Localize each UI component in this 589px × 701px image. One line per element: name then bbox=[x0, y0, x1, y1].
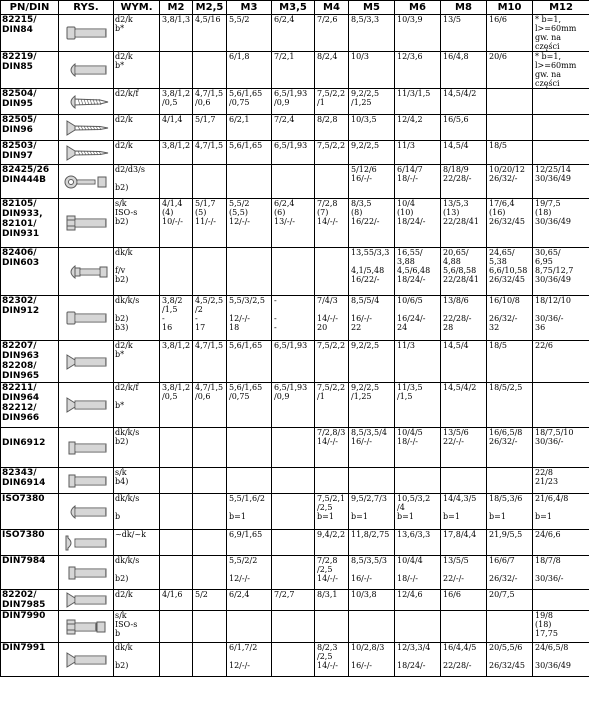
size-m6-cell: 13,6/3,3 bbox=[395, 530, 441, 556]
size-m3-5-cell: 6/2,4 bbox=[272, 15, 315, 52]
table-row bbox=[1, 556, 589, 590]
column-header: M10 bbox=[487, 1, 533, 15]
size-m10-cell: 20/7,5 bbox=[487, 590, 533, 611]
size-m3-cell: 6/1,8 bbox=[227, 52, 272, 89]
size-m3-cell: 6,9/1,65 bbox=[227, 530, 272, 556]
size-m3-cell bbox=[227, 248, 272, 296]
size-m2-5-cell: 5/1,7 bbox=[193, 115, 227, 141]
size-m3-cell: 6/2,4 bbox=[227, 590, 272, 611]
size-m4-cell: 7/2,8 (7) 14/-/- bbox=[315, 199, 349, 248]
slotted-countersunk-screw-icon bbox=[59, 354, 113, 370]
size-m6-cell: 11/3 bbox=[395, 341, 441, 383]
size-m5-cell: 10/3,5 bbox=[349, 115, 395, 141]
size-m12-cell: 18/7,5/10 30/36/- bbox=[533, 428, 589, 468]
size-m3-5-cell bbox=[272, 556, 315, 590]
table-row bbox=[1, 199, 589, 248]
size-m3-cell: 6/2,1 bbox=[227, 115, 272, 141]
table-row bbox=[1, 341, 589, 383]
size-m5-cell: 8,5/3,5/3 16/-/- bbox=[349, 556, 395, 590]
size-m8-cell: 16/4,8 bbox=[441, 52, 487, 89]
size-m5-cell bbox=[349, 468, 395, 494]
size-m8-cell: 16/4,4/5 22/28/- bbox=[441, 643, 487, 677]
size-m8-cell: 14,5/4/2 bbox=[441, 89, 487, 115]
size-m3-5-cell bbox=[272, 643, 315, 677]
table-row bbox=[1, 530, 589, 556]
size-m3-cell: 5,5/2/2 12/-/- bbox=[227, 556, 272, 590]
size-m6-cell: 10/4/5 18/-/- bbox=[395, 428, 441, 468]
drawing-cell bbox=[59, 556, 114, 590]
column-header: M12 bbox=[533, 1, 589, 15]
dimension-symbols-cell: dk/k f/v b2) bbox=[114, 248, 160, 296]
size-m10-cell: 16/6 bbox=[487, 15, 533, 52]
size-m3-5-cell: 6/2,4 (6) 13/-/- bbox=[272, 199, 315, 248]
size-m10-cell: 24,65/ 5,38 6,6/10,58 26/32/45 bbox=[487, 248, 533, 296]
size-m5-cell: 9,2/2,5 bbox=[349, 341, 395, 383]
eye-bolt-icon bbox=[59, 174, 113, 190]
size-m8-cell: 14,5/4 bbox=[441, 141, 487, 165]
dimension-symbols-cell: d2/k bbox=[114, 590, 160, 611]
size-m3-5-cell: 6,5/1,93 bbox=[272, 141, 315, 165]
size-m2-cell bbox=[160, 248, 193, 296]
size-m10-cell: 18/5 bbox=[487, 141, 533, 165]
size-m10-cell bbox=[487, 115, 533, 141]
size-m12-cell bbox=[533, 89, 589, 115]
socket-countersunk-screw-icon bbox=[59, 652, 113, 668]
slotted-pan-head-screw-icon bbox=[59, 62, 113, 78]
drawing-cell bbox=[59, 468, 114, 494]
dimension-symbols-cell: s/k b4) bbox=[114, 468, 160, 494]
table-row bbox=[1, 15, 589, 52]
table-row bbox=[1, 165, 589, 199]
size-m4-cell: 7,5/2,2 bbox=[315, 141, 349, 165]
size-m10-cell: 17/6,4 (16) 26/32/45 bbox=[487, 199, 533, 248]
size-m3-cell bbox=[227, 468, 272, 494]
size-m8-cell: 13/5 bbox=[441, 15, 487, 52]
header-row bbox=[1, 1, 589, 15]
size-m2-5-cell bbox=[193, 530, 227, 556]
size-m3-cell: 5,5/1,6/2 b=1 bbox=[227, 494, 272, 530]
drawing-cell bbox=[59, 611, 114, 643]
socket-cap-screw-icon bbox=[59, 310, 113, 326]
size-m8-cell bbox=[441, 468, 487, 494]
size-m6-cell: 12/4,6 bbox=[395, 590, 441, 611]
slotted-pan-head-screw-icon bbox=[59, 504, 113, 520]
column-header: RYS. bbox=[59, 1, 114, 15]
size-m2-cell bbox=[160, 611, 193, 643]
drawing-cell bbox=[59, 530, 114, 556]
part-number-cell: 82105/ DIN933, 82101/ DIN931 bbox=[1, 199, 59, 248]
size-m2-5-cell: 4,5/2,5 /2 - 17 bbox=[193, 296, 227, 341]
part-number-cell: DIN7984 bbox=[1, 556, 59, 590]
countersunk-wood-screw-icon bbox=[59, 120, 113, 136]
dimension-symbols-cell: dk/k b2) bbox=[114, 643, 160, 677]
size-m12-cell: 22/8 21/23 bbox=[533, 468, 589, 494]
low-head-socket-screw-icon bbox=[59, 440, 113, 456]
size-m2-5-cell: 4,7/1,5 /0,6 bbox=[193, 89, 227, 115]
size-m2-cell: 3,8/1,3 bbox=[160, 15, 193, 52]
size-m8-cell: 17,8/4,4 bbox=[441, 530, 487, 556]
part-number-cell: 82504/ DIN95 bbox=[1, 89, 59, 115]
size-m4-cell: 7/2,8 /2,5 14/-/- bbox=[315, 556, 349, 590]
size-m6-cell: 12/4,2 bbox=[395, 115, 441, 141]
size-m5-cell: 10/3,8 bbox=[349, 590, 395, 611]
size-m6-cell: 11/3/1,5 bbox=[395, 89, 441, 115]
size-m3-cell bbox=[227, 165, 272, 199]
table-row bbox=[1, 643, 589, 677]
dimension-symbols-cell: dk/k/s b bbox=[114, 494, 160, 530]
size-m2-cell bbox=[160, 468, 193, 494]
size-m10-cell: 16/10/8 26/32/- 32 bbox=[487, 296, 533, 341]
size-m12-cell: 19/8 (18) 17,75 bbox=[533, 611, 589, 643]
size-m8-cell: 14,5/4 bbox=[441, 341, 487, 383]
column-header: WYM. bbox=[114, 1, 160, 15]
size-m2-5-cell bbox=[193, 556, 227, 590]
size-m2-cell bbox=[160, 530, 193, 556]
size-m12-cell: 19/7,5 (18) 30/36/49 bbox=[533, 199, 589, 248]
size-m10-cell: 18/5/2,5 bbox=[487, 383, 533, 428]
dimension-symbols-cell: d2/k/f bbox=[114, 89, 160, 115]
table-row bbox=[1, 89, 589, 115]
size-m2-5-cell bbox=[193, 611, 227, 643]
size-m6-cell: 10/3,9 bbox=[395, 15, 441, 52]
size-m5-cell: 8,5/3,3 bbox=[349, 15, 395, 52]
part-number-cell: 82505/ DIN96 bbox=[1, 115, 59, 141]
size-m3-cell: 5,6/1,65 /0,75 bbox=[227, 89, 272, 115]
size-m3-5-cell bbox=[272, 468, 315, 494]
dimension-symbols-cell: d2/k bbox=[114, 115, 160, 141]
dimension-symbols-cell: d2/d3/s b2) bbox=[114, 165, 160, 199]
size-m3-cell: 5,6/1,65 /0,75 bbox=[227, 383, 272, 428]
size-m2-5-cell: 4,7/1,5 bbox=[193, 341, 227, 383]
size-m10-cell: 18/5,3/6 b=1 bbox=[487, 494, 533, 530]
part-number-cell: 82202/ DIN7985 bbox=[1, 590, 59, 611]
size-m8-cell bbox=[441, 611, 487, 643]
countersunk-wood-screw-icon bbox=[59, 145, 113, 161]
size-m8-cell: 13/5/5 22/-/- bbox=[441, 556, 487, 590]
part-number-cell: ISO7380 bbox=[1, 494, 59, 530]
size-m2-5-cell bbox=[193, 165, 227, 199]
column-header: M4 bbox=[315, 1, 349, 15]
table-row bbox=[1, 296, 589, 341]
size-m12-cell: 21/6,4/8 b=1 bbox=[533, 494, 589, 530]
size-m5-cell: 9,5/2,7/3 b=1 bbox=[349, 494, 395, 530]
dimension-symbols-cell: dk/k/s b2) bbox=[114, 428, 160, 468]
drawing-cell bbox=[59, 52, 114, 89]
dimension-symbols-cell: dk/k/s b2) bbox=[114, 556, 160, 590]
size-m4-cell: 8/2,3 /2,5 14/-/- bbox=[315, 643, 349, 677]
size-m3-5-cell bbox=[272, 611, 315, 643]
size-m4-cell bbox=[315, 248, 349, 296]
size-m12-cell bbox=[533, 141, 589, 165]
size-m6-cell bbox=[395, 611, 441, 643]
table-row bbox=[1, 383, 589, 428]
size-m6-cell: 11/3,5 /1,5 bbox=[395, 383, 441, 428]
size-m3-cell: 5,6/1,65 bbox=[227, 141, 272, 165]
thin-head-hex-bolt-icon bbox=[59, 473, 113, 489]
size-m3-5-cell bbox=[272, 530, 315, 556]
size-m12-cell bbox=[533, 590, 589, 611]
size-m8-cell: 13/5/6 22/-/- bbox=[441, 428, 487, 468]
size-m12-cell: 12/25/14 30/36/49 bbox=[533, 165, 589, 199]
size-m5-cell: 8,5/5/4 16/-/- 22 bbox=[349, 296, 395, 341]
size-m2-cell bbox=[160, 165, 193, 199]
size-m3-5-cell: 6,5/1,93 /0,9 bbox=[272, 383, 315, 428]
dimension-symbols-cell: dk/k/s b2) b3) bbox=[114, 296, 160, 341]
column-header: M2 bbox=[160, 1, 193, 15]
size-m4-cell: 8/2,4 bbox=[315, 52, 349, 89]
size-m3-5-cell: 7/2,4 bbox=[272, 115, 315, 141]
dimension-symbols-cell: d2/k b* bbox=[114, 341, 160, 383]
size-m12-cell: 18/7/8 30/36/- bbox=[533, 556, 589, 590]
part-number-cell: 82425/26 DIN444B bbox=[1, 165, 59, 199]
size-m5-cell: 13,55/3,3 4,1/5,48 16/22/- bbox=[349, 248, 395, 296]
size-m2-5-cell: 4,7/1,5 /0,6 bbox=[193, 383, 227, 428]
size-m12-cell: * b=1, l>=60mm gw. na części bbox=[533, 52, 589, 89]
size-m2-cell: 3,8/1,2 bbox=[160, 141, 193, 165]
part-number-cell: DIN6912 bbox=[1, 428, 59, 468]
size-m2-5-cell bbox=[193, 643, 227, 677]
size-m6-cell: 10/4 (10) 18/24/- bbox=[395, 199, 441, 248]
flange-button-head-screw-icon bbox=[59, 535, 113, 551]
size-m4-cell bbox=[315, 165, 349, 199]
size-m4-cell bbox=[315, 468, 349, 494]
size-m10-cell: 10/20/12 26/32/- bbox=[487, 165, 533, 199]
size-m3-5-cell bbox=[272, 165, 315, 199]
size-m4-cell: 7/4/3 14/-/- 20 bbox=[315, 296, 349, 341]
drawing-cell bbox=[59, 141, 114, 165]
size-m3-cell bbox=[227, 428, 272, 468]
size-m6-cell: 10/6/5 16/24/- 24 bbox=[395, 296, 441, 341]
size-m3-5-cell bbox=[272, 494, 315, 530]
size-m2-cell: 4/1,6 bbox=[160, 590, 193, 611]
size-m2-cell bbox=[160, 643, 193, 677]
socket-countersunk-screw-icon bbox=[59, 592, 113, 608]
size-m4-cell: 7/2,6 bbox=[315, 15, 349, 52]
size-m2-cell bbox=[160, 428, 193, 468]
table-row bbox=[1, 248, 589, 296]
size-m12-cell: 24/6,5/8 30/36/49 bbox=[533, 643, 589, 677]
column-header: M2,5 bbox=[193, 1, 227, 15]
size-m8-cell: 13/5,3 (13) 22/28/41 bbox=[441, 199, 487, 248]
size-m3-cell: 5,6/1,65 bbox=[227, 341, 272, 383]
size-m5-cell: 10/2,8/3 16/-/- bbox=[349, 643, 395, 677]
size-m10-cell bbox=[487, 89, 533, 115]
size-m4-cell: 8/2,8 bbox=[315, 115, 349, 141]
size-m10-cell: 18/5 bbox=[487, 341, 533, 383]
table-row bbox=[1, 468, 589, 494]
size-m6-cell: 6/14/7 18/-/- bbox=[395, 165, 441, 199]
column-header: M8 bbox=[441, 1, 487, 15]
size-m2-cell bbox=[160, 556, 193, 590]
size-m8-cell: 8/18/9 22/28/- bbox=[441, 165, 487, 199]
drawing-cell bbox=[59, 199, 114, 248]
size-m8-cell: 14,5/4/2 bbox=[441, 383, 487, 428]
size-m10-cell bbox=[487, 468, 533, 494]
part-number-cell: 82219/ DIN85 bbox=[1, 52, 59, 89]
size-m12-cell bbox=[533, 115, 589, 141]
size-m12-cell: 30,65/ 6,95 8,75/12,7 30/36/49 bbox=[533, 248, 589, 296]
dimension-symbols-cell: d2/k b* bbox=[114, 52, 160, 89]
table-row bbox=[1, 611, 589, 643]
size-m4-cell: 7,5/2,2 /1 bbox=[315, 383, 349, 428]
size-m8-cell: 20,65/ 4,88 5,6/8,58 22/28/41 bbox=[441, 248, 487, 296]
part-number-cell: 82302/ DIN912 bbox=[1, 296, 59, 341]
size-m5-cell: 9,2/2,5 bbox=[349, 141, 395, 165]
size-m2-5-cell bbox=[193, 248, 227, 296]
size-m4-cell: 7,5/2,2 bbox=[315, 341, 349, 383]
size-m8-cell: 16/6 bbox=[441, 590, 487, 611]
size-m3-cell: 6/1,7/2 12/-/- bbox=[227, 643, 272, 677]
size-m12-cell: 18/12/10 30/36/- 36 bbox=[533, 296, 589, 341]
part-number-cell: ISO7380 bbox=[1, 530, 59, 556]
size-m4-cell: 9,4/2,2 bbox=[315, 530, 349, 556]
size-m3-cell: 5,5/2 (5,5) 12/-/- bbox=[227, 199, 272, 248]
size-m10-cell bbox=[487, 611, 533, 643]
size-m5-cell: 10/3 bbox=[349, 52, 395, 89]
part-number-cell: 82215/ DIN84 bbox=[1, 15, 59, 52]
size-m4-cell: 8/3,1 bbox=[315, 590, 349, 611]
table-row bbox=[1, 52, 589, 89]
size-m5-cell: 9,2/2,5 /1,25 bbox=[349, 89, 395, 115]
size-m2-cell bbox=[160, 494, 193, 530]
size-m6-cell: 11/3 bbox=[395, 141, 441, 165]
part-number-cell: 82406/ DIN603 bbox=[1, 248, 59, 296]
size-m6-cell: 10,5/3,2 /4 b=1 bbox=[395, 494, 441, 530]
size-m3-5-cell: 7/2,1 bbox=[272, 52, 315, 89]
size-m3-cell: 5,5/3/2,5 12/-/- 18 bbox=[227, 296, 272, 341]
dimension-symbols-cell: d2/k bbox=[114, 141, 160, 165]
part-number-cell: DIN7990 bbox=[1, 611, 59, 643]
dimension-symbols-cell: d2/k b* bbox=[114, 15, 160, 52]
size-m4-cell: 7,5/2,2 /1 bbox=[315, 89, 349, 115]
table-row bbox=[1, 141, 589, 165]
size-m3-5-cell bbox=[272, 428, 315, 468]
size-m12-cell bbox=[533, 383, 589, 428]
dimension-symbols-cell: s/k ISO-s b2) bbox=[114, 199, 160, 248]
size-m2-5-cell: 5/1,7 (5) 11/-/- bbox=[193, 199, 227, 248]
drawing-cell bbox=[59, 428, 114, 468]
column-header: PN/DIN bbox=[1, 1, 59, 15]
hex-bolt-icon bbox=[59, 215, 113, 231]
size-m3-cell: 5,5/2 bbox=[227, 15, 272, 52]
size-m12-cell: * b=1, l>=60mm gw. na części bbox=[533, 15, 589, 52]
table-row bbox=[1, 115, 589, 141]
size-m2-cell bbox=[160, 52, 193, 89]
size-m5-cell: 5/12/6 16/-/- bbox=[349, 165, 395, 199]
size-m4-cell: 7,5/2,1 /2,5 b=1 bbox=[315, 494, 349, 530]
drawing-cell bbox=[59, 383, 114, 428]
size-m8-cell: 13/8/6 22/28/- 28 bbox=[441, 296, 487, 341]
size-m3-5-cell: 6,5/1,93 bbox=[272, 341, 315, 383]
dimension-symbols-cell: d2/k/f b* bbox=[114, 383, 160, 428]
size-m10-cell: 21,9/5,5 bbox=[487, 530, 533, 556]
size-m12-cell: 22/6 bbox=[533, 341, 589, 383]
drawing-cell bbox=[59, 643, 114, 677]
drawing-cell bbox=[59, 248, 114, 296]
size-m5-cell: 8,5/3,5/4 16/-/- bbox=[349, 428, 395, 468]
slotted-cheese-head-screw-icon bbox=[59, 25, 113, 41]
drawing-cell bbox=[59, 590, 114, 611]
size-m2-cell: 4/1,4 bbox=[160, 115, 193, 141]
size-m10-cell: 20/6 bbox=[487, 52, 533, 89]
column-header: M5 bbox=[349, 1, 395, 15]
drawing-cell bbox=[59, 296, 114, 341]
size-m3-5-cell: 6,5/1,93 /0,9 bbox=[272, 89, 315, 115]
drawing-cell bbox=[59, 89, 114, 115]
size-m2-5-cell: 5/2 bbox=[193, 590, 227, 611]
size-m6-cell bbox=[395, 468, 441, 494]
size-m2-cell: 3,8/2 /1,5 - 16 bbox=[160, 296, 193, 341]
size-m2-5-cell bbox=[193, 468, 227, 494]
size-m3-5-cell: - - - bbox=[272, 296, 315, 341]
size-m10-cell: 16/6/7 26/32/- bbox=[487, 556, 533, 590]
column-header: M3,5 bbox=[272, 1, 315, 15]
size-m2-cell: 3,8/1,2 /0,5 bbox=[160, 89, 193, 115]
part-number-cell: 82211/ DIN964 82212/ DIN966 bbox=[1, 383, 59, 428]
size-m3-cell bbox=[227, 611, 272, 643]
size-m5-cell: 9,2/2,5 /1,25 bbox=[349, 383, 395, 428]
size-m10-cell: 20/5,5/6 26/32/45 bbox=[487, 643, 533, 677]
size-m8-cell: 14/4,3/5 b=1 bbox=[441, 494, 487, 530]
size-m4-cell bbox=[315, 611, 349, 643]
drawing-cell bbox=[59, 341, 114, 383]
size-m2-cell: 4/1,4 (4) 10/-/- bbox=[160, 199, 193, 248]
size-m5-cell: 8/3,5 (8) 16/22/- bbox=[349, 199, 395, 248]
table-row bbox=[1, 494, 589, 530]
column-header: M3 bbox=[227, 1, 272, 15]
part-number-cell: DIN7991 bbox=[1, 643, 59, 677]
size-m10-cell: 16/6,5/8 26/32/- bbox=[487, 428, 533, 468]
size-m6-cell: 10/4/4 18/-/- bbox=[395, 556, 441, 590]
size-m2-5-cell bbox=[193, 494, 227, 530]
size-m6-cell: 16,55/ 3,88 4,5/6,48 18/24/- bbox=[395, 248, 441, 296]
dimension-symbols-cell: ~dk/~k bbox=[114, 530, 160, 556]
size-m5-cell: 11,8/2,75 bbox=[349, 530, 395, 556]
size-m3-5-cell: 7/2,7 bbox=[272, 590, 315, 611]
size-m12-cell: 24/6,6 bbox=[533, 530, 589, 556]
size-m2-5-cell bbox=[193, 52, 227, 89]
size-m6-cell: 12/3,6 bbox=[395, 52, 441, 89]
size-m2-5-cell bbox=[193, 428, 227, 468]
size-m6-cell: 12/3,3/4 18/24/- bbox=[395, 643, 441, 677]
table-row bbox=[1, 428, 589, 468]
drawing-cell bbox=[59, 165, 114, 199]
size-m2-5-cell: 4,5/16 bbox=[193, 15, 227, 52]
hex-fit-bolt-icon bbox=[59, 619, 113, 635]
table-row bbox=[1, 590, 589, 611]
square-neck-bolt-icon bbox=[59, 264, 113, 280]
drawing-cell bbox=[59, 15, 114, 52]
size-m2-cell: 3,8/1,2 /0,5 bbox=[160, 383, 193, 428]
size-m5-cell bbox=[349, 611, 395, 643]
low-head-socket-screw-icon bbox=[59, 565, 113, 581]
part-number-cell: 82207/ DIN963 82208/ DIN965 bbox=[1, 341, 59, 383]
size-m3-5-cell bbox=[272, 248, 315, 296]
drawing-cell bbox=[59, 494, 114, 530]
drawing-cell bbox=[59, 115, 114, 141]
raised-countersunk-screw-icon bbox=[59, 397, 113, 413]
dimension-symbols-cell: s/k ISO-s b bbox=[114, 611, 160, 643]
size-m8-cell: 16/5,6 bbox=[441, 115, 487, 141]
size-m4-cell: 7/2,8/3 14/-/- bbox=[315, 428, 349, 468]
part-number-cell: 82343/ DIN6914 bbox=[1, 468, 59, 494]
size-m2-cell: 3,8/1,2 bbox=[160, 341, 193, 383]
part-number-cell: 82503/ DIN97 bbox=[1, 141, 59, 165]
size-m2-5-cell: 4,7/1,5 bbox=[193, 141, 227, 165]
column-header: M6 bbox=[395, 1, 441, 15]
round-head-wood-screw-icon bbox=[59, 94, 113, 110]
